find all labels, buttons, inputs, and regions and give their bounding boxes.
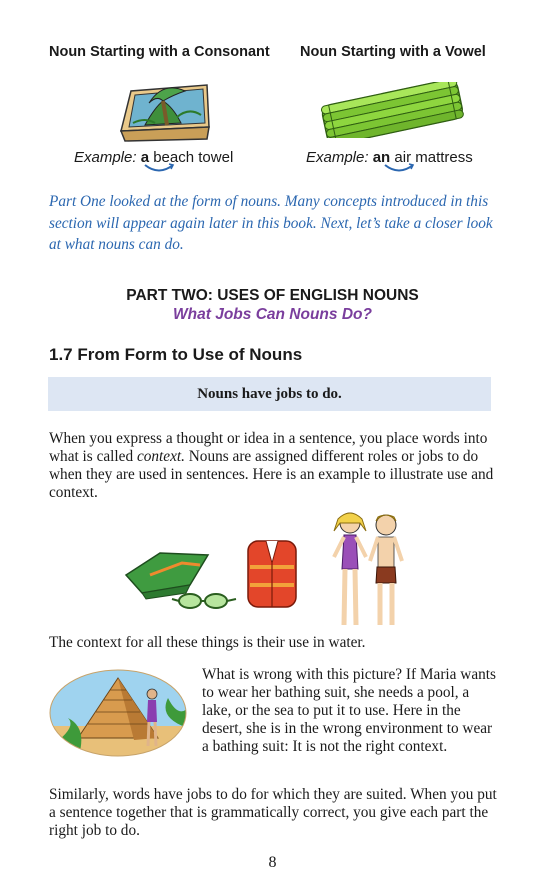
consonant-heading: Noun Starting with a Consonant: [49, 44, 270, 60]
consonant-noun: beach towel: [153, 149, 234, 166]
article-an: an: [372, 149, 391, 166]
para-text: When you express a thought or idea in a sentence, you place words into what is called: [49, 430, 488, 465]
para-text: Nouns are assigned different roles or jobs to do when they are used in sentences. Here is an example to illustrate use and context.: [49, 448, 494, 501]
liaison-arc-icon: [382, 162, 416, 176]
example-label: Example:: [74, 149, 137, 166]
desert-pyramid-illustration: [48, 668, 188, 758]
key-idea-banner: [48, 377, 491, 411]
vowel-noun: air mattress: [394, 149, 473, 166]
section-name: From Form to Use of Nouns: [77, 345, 303, 364]
part-subtitle: What Jobs Can Nouns Do?: [173, 306, 372, 323]
vowel-heading: Noun Starting with a Vowel: [300, 44, 486, 60]
liaison-arc-icon: [142, 162, 176, 176]
jobs-paragraph: Similarly, words have jobs to do for which they are suited. When you put a sentence together that is grammatically correct, you give each part the right job to do.: [49, 786, 497, 839]
page-number: 8: [268, 854, 277, 871]
banner-text: Nouns have jobs to do.: [197, 385, 342, 402]
beach-towel-illustration: [115, 77, 215, 145]
section-number: 1.7: [49, 345, 73, 364]
article-a: a: [140, 149, 150, 166]
water-context-paragraph: The context for all these things is their use in water.: [49, 634, 366, 651]
children-in-swimsuits-illustration: [328, 507, 410, 637]
part-title: PART TWO: USES OF ENGLISH NOUNS: [126, 287, 419, 304]
desert-paragraph: What is wrong with this picture? If Maria wants to wear her bathing suit, she needs a pool, a lake, or the sea to put it to use. Here in the desert, she is in the wrong environment to wear a bathing suit: It is not the right context.: [202, 666, 496, 755]
section-title: [49, 345, 302, 365]
context-term: context.: [136, 448, 185, 465]
air-mattress-illustration: [317, 82, 467, 138]
swim-gear-illustration: [120, 533, 320, 613]
transition-note: Part One looked at the form of nouns. Many concepts introduced in this section will appear again later in this book. Next, let’s take a closer look at what nouns can do.: [49, 193, 493, 253]
example-label: Example:: [306, 149, 369, 166]
context-paragraph: [49, 430, 499, 502]
